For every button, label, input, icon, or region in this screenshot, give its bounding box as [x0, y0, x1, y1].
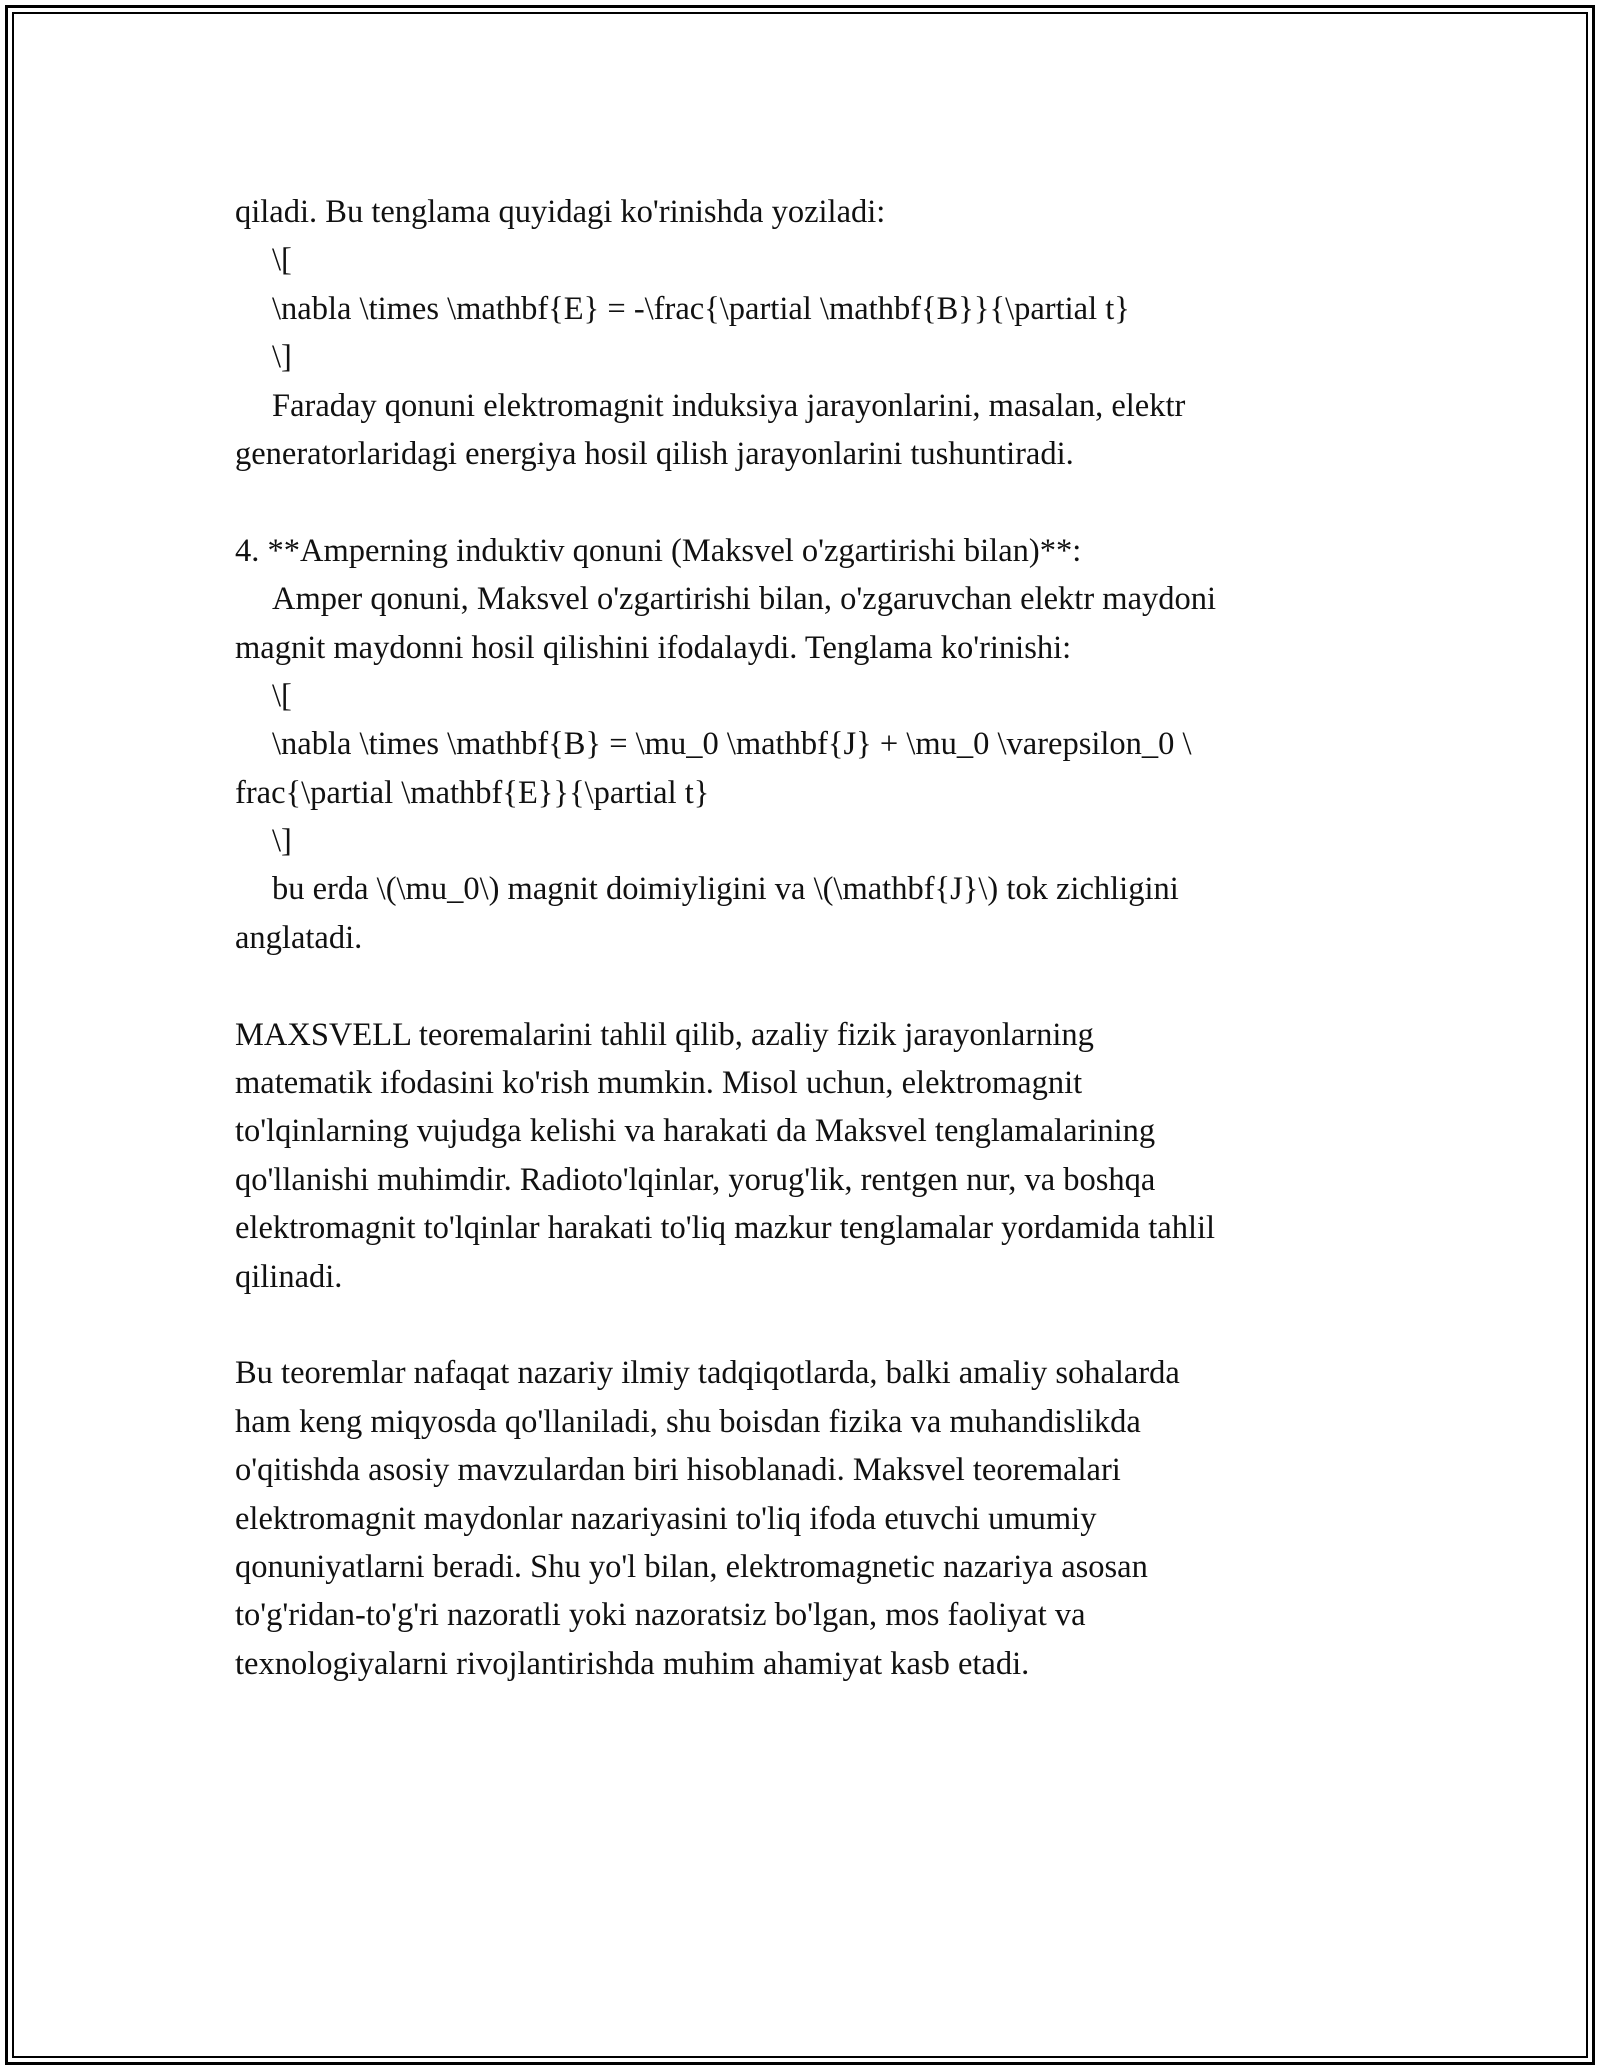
text-line: qonuniyatlarni beradi. Shu yo'l bilan, elektromagnetic nazariya asosan [235, 1548, 1148, 1585]
text-line: elektromagnit to'lqinlar harakati to'liq mazkur tenglamalar yordamida tahlil [235, 1210, 1216, 1247]
math-open-delimiter: \[ [272, 242, 292, 279]
text-line: to'g'ridan-to'g'ri nazoratli yoki nazoratsiz bo'lgan, mos faoliyat va [235, 1597, 1086, 1634]
text-line: Amper qonuni, Maksvel o'zgartirishi bilan, o'zgaruvchan elektr maydoni [272, 581, 1217, 618]
text-line: matematik ifodasini ko'rish mumkin. Misol uchun, elektromagnit [235, 1065, 1083, 1102]
math-close-delimiter: \] [272, 339, 292, 376]
faraday-equation: \nabla \times \mathbf{E} = -\frac{\partial \mathbf{B}}{\partial t} [272, 290, 1130, 327]
text-line: qo'llanishi muhimdir. Radioto'lqinlar, yorug'lik, rentgen nur, va boshqa [235, 1161, 1156, 1198]
paragraph-gap [235, 962, 1365, 1010]
text-line: o'qitishda asosiy mavzulardan biri hisoblanadi. Maksvel teoremalari [235, 1452, 1121, 1489]
text-line: generatorlaridagi energiya hosil qilish jarayonlarini tushuntiradi. [235, 435, 1074, 472]
math-close-delimiter: \] [272, 823, 292, 860]
text-line: anglatadi. [235, 919, 363, 956]
text-line: Faraday qonuni elektromagnit induksiya jarayonlarini, masalan, elektr [272, 387, 1186, 424]
text-line: qiladi. Bu tenglama quyidagi ko'rinishda yoziladi: [235, 194, 886, 230]
paragraph-maxwell-analysis [235, 1011, 1365, 1301]
paragraph-faraday-equation [235, 188, 1365, 478]
text-line: texnologiyalarni rivojlantirishda muhim ahamiyat kasb etadi. [235, 1645, 1030, 1682]
text-line: elektromagnit maydonlar nazariyasini to'liq ifoda etuvchi umumiy [235, 1500, 1097, 1537]
text-line: to'lqinlarning vujudga kelishi va harakati da Maksvel tenglamalarining [235, 1113, 1156, 1150]
paragraph-applications [235, 1349, 1365, 1688]
section-heading: 4. **Amperning induktiv qonuni (Maksvel o'zgartirishi bilan)**: [235, 532, 1082, 569]
text-line: magnit maydonni hosil qilishini ifodalaydi. Tenglama ko'rinishi: [235, 629, 1072, 666]
text-line: qilinadi. [235, 1258, 343, 1295]
paragraph-ampere-law [235, 527, 1365, 963]
paragraph-gap [235, 1301, 1365, 1349]
text-line: Bu teoremlar nafaqat nazariy ilmiy tadqiqotlarda, balki amaliy sohalarda [235, 1355, 1180, 1392]
ampere-equation: \nabla \times \mathbf{B} = \mu_0 \mathbf{J} + \mu_0 \varepsilon_0 \ [272, 726, 1192, 763]
text-line: ham keng miqyosda qo'llaniladi, shu boisdan fizika va muhandislikda [235, 1403, 1141, 1440]
text-line: MAXSVELL teoremalarini tahlil qilib, azaliy fizik jarayonlarning [235, 1016, 1094, 1053]
paragraph-gap [235, 478, 1365, 526]
text-line: bu erda \(\mu_0\) magnit doimiyligini va \(\mathbf{J}\) tok zichligini [272, 871, 1179, 908]
math-open-delimiter: \[ [272, 677, 292, 714]
ampere-equation-continued: frac{\partial \mathbf{E}}{\partial t} [235, 774, 710, 811]
document-body [235, 188, 1365, 1688]
